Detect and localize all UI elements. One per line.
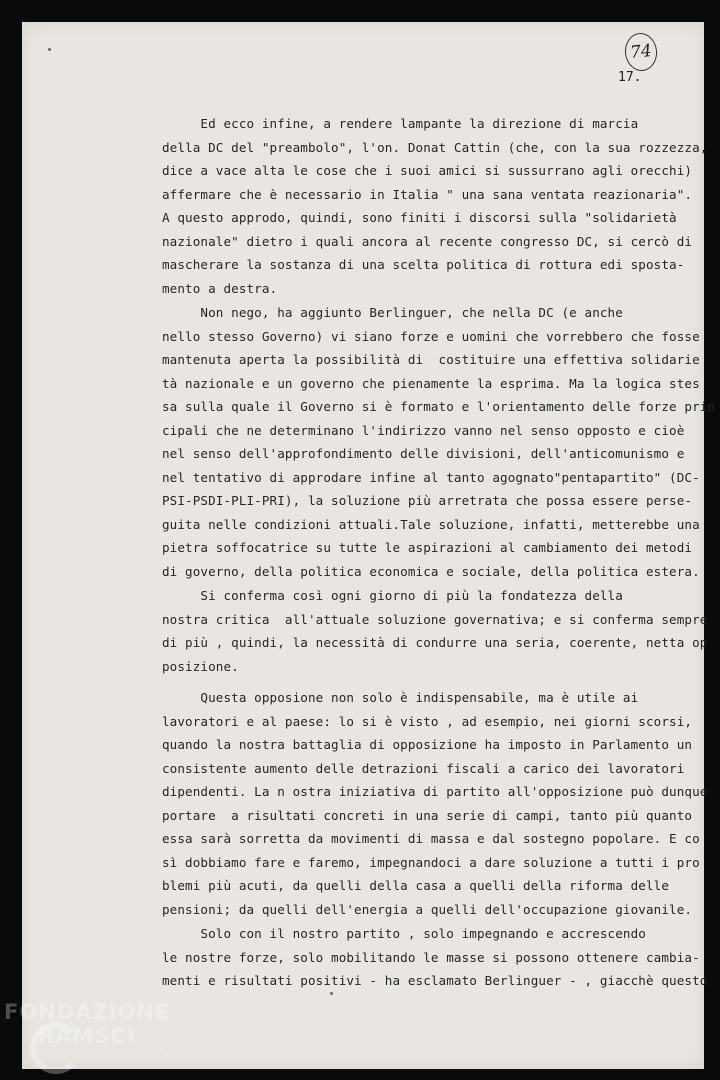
text-line: sa sulla quale il Governo si è formato e l'orientamento delle forze prin bbox=[162, 399, 716, 414]
page-number: 17. bbox=[618, 70, 642, 85]
text-line: guita nelle condizioni attuali.Tale soluzione, infatti, metterebbe una bbox=[162, 516, 700, 532]
paper-speck bbox=[330, 992, 333, 995]
text-line: menti e risultati positivi - ha esclamato Berlinguer - , giacchè questo bbox=[162, 973, 708, 988]
text-line: consistente aumento delle detrazioni fiscali a carico dei lavoratori bbox=[162, 760, 685, 776]
text-line: nazionale" dietro i quali ancora al recente congresso DC, si cercò di bbox=[162, 233, 693, 249]
text-line: pensioni; da quelli dell'energia a quelli dell'occupazione giovanile. bbox=[162, 901, 693, 917]
text-line: dice a vace alta le cose che i suoi amici si sussurrano agli orecchi) bbox=[162, 163, 693, 178]
text-line: affermare che è necessario in Italia " una sana ventata reazionaria". bbox=[162, 186, 693, 202]
text-line: PSI-PSDI-PLI-PRI), la soluzione più arretrata che possa essere perse- bbox=[162, 493, 693, 508]
text-line: pietra soffocatrice su tutte le aspirazioni al cambiamento dei metodi bbox=[162, 540, 693, 555]
text-line: A questo approdo, quindi, sono finiti i discorsi sulla "solidarietà bbox=[162, 210, 677, 225]
watermark-line-2 bbox=[4, 1024, 170, 1048]
text-line: dipendenti. La n ostra iniziativa di partito all'opposizione può dunque bbox=[162, 784, 708, 799]
text-line: Ed ecco infine, a rendere lampante la direzione di marcia bbox=[162, 116, 639, 131]
typewritten-text bbox=[162, 112, 716, 993]
text-line: della DC del "preambolo", l'on. Donat Cattin (che, con la sua rozzezza, bbox=[162, 139, 708, 155]
text-line: tà nazionale e un governo che pienamente la esprima. Ma la logica stes bbox=[162, 375, 700, 391]
text-line: di governo, della politica economica e sociale, della politica estera. bbox=[162, 563, 700, 579]
text-line: nello stesso Governo) vi siano forze e uomini che vorrebbero che fosse bbox=[162, 328, 700, 344]
text-line: nel tentativo di approdare infine al tanto agognato"pentapartito" (DC- bbox=[162, 469, 700, 485]
text-line: lavoratori e al paese: lo si è visto , ad esempio, nei giorni scorsi, bbox=[162, 713, 693, 729]
text-line: nostra critica all'attuale soluzione governativa; e si conferma sempre bbox=[162, 611, 708, 627]
text-line: Si conferma così ogni giorno di più la fondatezza della bbox=[162, 588, 623, 603]
watermark-line-2-text: RAMSCI bbox=[38, 1024, 136, 1048]
fondazione-gramsci-watermark bbox=[4, 1000, 170, 1048]
text-line: Non nego, ha aggiunto Berlinguer, che nella DC (e anche bbox=[162, 305, 623, 320]
text-line: mascherare la sostanza di una scelta politica di rottura edi sposta- bbox=[162, 257, 685, 272]
text-line: essa sarà sorretta da movimenti di massa e dal sostegno popolare. E co bbox=[162, 831, 700, 846]
text-line: portare a risultati concreti in una serie di campi, tanto più quanto bbox=[162, 807, 693, 823]
watermark-line-1: FONDAZIONE bbox=[4, 1000, 171, 1024]
text-line: di più , quindi, la necessità di condurre una seria, coerente, netta op bbox=[162, 635, 708, 650]
text-line: quando la nostra battaglia di opposizione ha imposto in Parlamento un bbox=[162, 737, 693, 752]
archive-number: 74 bbox=[623, 31, 659, 72]
text-line: cipali che ne determinano l'indirizzo vanno nel senso opposto e cioè bbox=[162, 422, 685, 438]
text-line: le nostre forze, solo mobilitando le masse si possono ottenere cambia- bbox=[162, 949, 700, 965]
gramsci-g-logo-icon bbox=[30, 1022, 82, 1074]
watermark-onlus: onlus bbox=[148, 1048, 178, 1058]
text-line: sì dobbiamo fare e faremo, impegnandoci a dare soluzione a tutti i pro bbox=[162, 854, 700, 870]
paper-speck bbox=[48, 48, 51, 51]
text-line: posizione. bbox=[162, 658, 239, 674]
text-line: Questa opposione non solo è indispensabile, ma è utile ai bbox=[162, 690, 639, 705]
text-line: Solo con il nostro partito , solo impegnando e accrescendo bbox=[162, 926, 646, 941]
text-line: mento a destra. bbox=[162, 280, 278, 296]
text-line: nel senso dell'approfondimento delle divisioni, dell'anticomunismo e bbox=[162, 446, 685, 461]
text-line: blemi più acuti, da quelli della casa a quelli della riforma delle bbox=[162, 878, 670, 893]
text-line: mantenuta aperta la possibilità di costituire una effettiva solidarie bbox=[162, 352, 700, 367]
